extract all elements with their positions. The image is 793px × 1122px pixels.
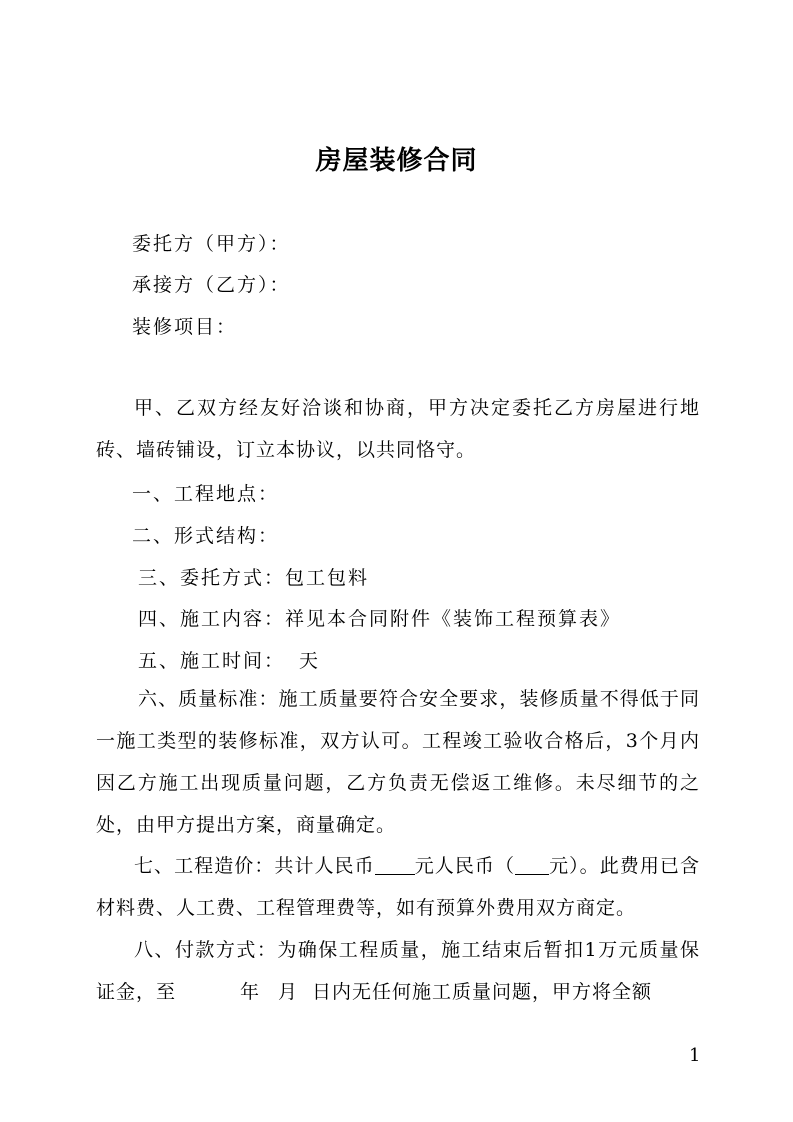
- intro-paragraph: 甲、乙双方经友好洽谈和协商，甲方决定委托乙方房屋进行地砖、墙砖铺设，订立本协议，以共同恪守。: [96, 397, 700, 461]
- clause-3-method: 三、委托方式：包工包料: [138, 567, 370, 589]
- amount-blank-2: [515, 854, 549, 875]
- clause-8-part-b: 日内无任何施工质量问题，甲方将全额: [312, 981, 653, 1003]
- clause-7-part-a: 七、工程造价：共计人民币: [134, 855, 375, 877]
- contractor-party-label: 承接方（乙方）：: [132, 274, 291, 296]
- project-label: 装修项目：: [132, 316, 238, 338]
- clause-2-structure: 二、形式结构：: [132, 525, 280, 547]
- clause-7-part-b: 元人民币（: [414, 855, 516, 877]
- clause-7-part-c: 元）。此费用已含材料费、人工费、工程管理费等，如有预算外费用双方商定。: [96, 855, 700, 919]
- clause-7-cost: [96, 845, 700, 929]
- amount-blank-1: [375, 854, 415, 875]
- clause-8-year: 年: [240, 981, 261, 1003]
- clause-6-quality: 六、质量标准：施工质量要符合安全要求，装修质量不得低于同一施工类型的装修标准，双方认可。工程竣工验收合格后，3个月内因乙方施工出现质量问题，乙方负责无偿返工维修。未尽细节的之处，由甲方提出方案，商量确定。: [96, 688, 700, 836]
- document-title: 房屋装修合同: [315, 146, 478, 176]
- clause-8-payment: [96, 929, 700, 1013]
- clause-8-part-a: 八、付款方式：为确保工程质量，施工结束后暂扣1万元质量保证金，至: [96, 939, 700, 1003]
- client-party-label: 委托方（甲方）：: [132, 233, 291, 255]
- clause-4-content: 四、施工内容：祥见本合同附件《装饰工程预算表》: [138, 608, 622, 630]
- clause-5-duration: [138, 646, 320, 673]
- clause-5-unit: 天: [299, 650, 321, 672]
- clause-8-month: 月: [278, 981, 299, 1003]
- clause-5-label: 五、施工时间：: [138, 650, 286, 672]
- page-number: 1: [689, 1045, 701, 1066]
- clause-1-location: 一、工程地点：: [132, 483, 280, 505]
